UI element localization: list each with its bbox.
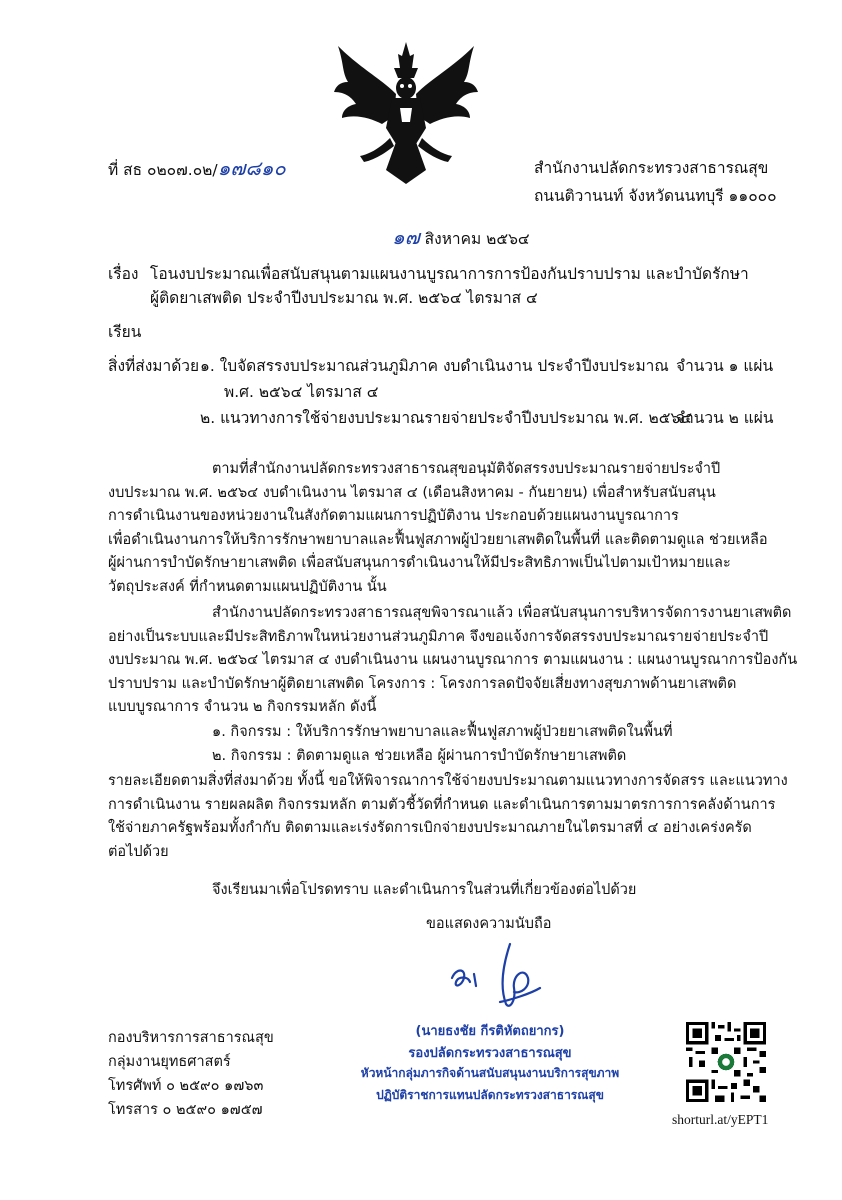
paragraph-line: แบบบูรณาการ จำนวน ๒ กิจกรรมหลัก ดังนี้ (108, 699, 377, 715)
date-month-year: สิงหาคม ๒๕๖๔ (424, 230, 530, 248)
paragraph-line: งบประมาณ พ.ศ. ๒๕๖๔ ไตรมาส ๔ งบดำเนินงาน แผนงานบูรณาการ ตามแผนงาน : แผนงานบูรณาการป้องกัน (108, 652, 798, 668)
enclosure-item-1: ๑. ใบจัดสรรงบประมาณส่วนภูมิภาค งบดำเนินงาน ประจำปีงบประมาณ (200, 357, 669, 375)
paragraph-line: งบประมาณ พ.ศ. ๒๕๖๔ งบดำเนินงาน ไตรมาส ๔ (เดือนสิงหาคม - กันยายน) เพื่อสำหรับสนับสนุน (108, 484, 716, 501)
footer-division: กองบริหารการสาธารณสุข (108, 1030, 274, 1046)
document-number-handwritten: ๑๗๘๑๐ (217, 156, 286, 180)
body-paragraph-1 (108, 458, 768, 599)
paragraph-line: อย่างเป็นระบบและมีประสิทธิภาพในหน่วยงานส่วนภูมิภาค จึงขอแจ้งการจัดสรรงบประมาณรายจ่ายประจำปี (108, 628, 769, 645)
paragraph-line: เพื่อดำเนินงานการให้บริการรักษาพยาบาลและฟื้นฟูสภาพผู้ป่วยยาเสพติดในพื้นที่ และติดตามดูแล ช่วยเหลือ (108, 531, 768, 548)
qr-code-icon (686, 1022, 766, 1102)
date-day-handwritten: ๑๗ (392, 225, 420, 249)
paragraph-line: วัตถุประสงค์ ที่กำหนดตามแผนปฏิบัติงาน นั้น (108, 578, 387, 595)
enclosures-label: สิ่งที่ส่งมาด้วย (108, 357, 200, 375)
garuda-emblem-icon (330, 38, 482, 186)
org-address: ถนนติวานนท์ จังหวัดนนทบุรี ๑๑๐๐๐ (534, 187, 777, 205)
enclosure-item-2-count: จำนวน ๒ แผ่น (676, 409, 774, 427)
subject-line-2: ผู้ติดยาเสพติด ประจำปีงบประมาณ พ.ศ. ๒๕๖๔ ไตรมาส ๔ (150, 289, 538, 307)
body-paragraph-3 (108, 770, 788, 864)
document-date (392, 227, 530, 249)
signatory-title-2: หัวหน้ากลุ่มภารกิจด้านสนับสนุนงานบริการสุขภาพ (360, 1066, 620, 1080)
document-number-label: ที่ สธ ๐๒๐๗.๐๒/ (108, 161, 218, 179)
signatory-title-3: ปฏิบัติราชการแทนปลัดกระทรวงสาธารณสุข (376, 1088, 604, 1102)
paragraph-line: รายละเอียดตามสิ่งที่ส่งมาด้วย ทั้งนี้ ขอให้พิจารณาการใช้จ่ายงบประมาณตามแนวทางการจัดสรร และแนวทาง (108, 773, 788, 789)
paragraph-line: ตามที่สำนักงานปลัดกระทรวงสาธารณสุขอนุมัติจัดสรรงบประมาณรายจ่ายประจำปี (212, 461, 721, 477)
activity-1: ๑. กิจกรรม : ให้บริการรักษาพยาบาลและฟื้นฟูสภาพผู้ป่วยยาเสพติดในพื้นที่ (212, 724, 673, 740)
paragraph-line: ผู้ผ่านการบำบัดรักษายาเสพติด เพื่อสนับสนุนการดำเนินงานให้มีประสิทธิภาพเป็นไปตามเป้าหมายและ (108, 555, 731, 571)
regards: ขอแสดงความนับถือ (426, 916, 552, 932)
footer-phone: โทรศัพท์ ๐ ๒๕๙๐ ๑๗๖๓ (108, 1078, 264, 1094)
paragraph-line: ต่อไปด้วย (108, 843, 169, 860)
footer-group: กลุ่มงานยุทธศาสตร์ (108, 1054, 231, 1070)
enclosure-item-2: ๒. แนวทางการใช้จ่ายงบประมาณรายจ่ายประจำปีงบประมาณ พ.ศ. ๒๕๖๔ (200, 409, 692, 427)
activity-2: ๒. กิจกรรม : ติดตามดูแล ช่วยเหลือ ผู้ผ่านการบำบัดรักษายาเสพติด (212, 748, 627, 764)
handwritten-signature-icon (440, 938, 560, 1018)
paragraph-line: สำนักงานปลัดกระทรวงสาธารณสุขพิจารณาแล้ว เพื่อสนับสนุนการบริหารจัดการงานยาเสพติด (212, 605, 792, 621)
org-name: สำนักงานปลัดกระทรวงสาธารณสุข (534, 159, 769, 177)
closing-sentence: จึงเรียนมาเพื่อโปรดทราบ และดำเนินการในส่วนที่เกี่ยวข้องต่อไปด้วย (212, 882, 637, 898)
paragraph-line: การดำเนินงานของหน่วยงานในสังกัดตามแผนการปฏิบัติงาน ประกอบด้วยแผนงานบูรณาการ (108, 508, 679, 524)
signatory-title-1: รองปลัดกระทรวงสาธารณสุข (408, 1046, 572, 1061)
paragraph-line: ปราบปราม และบำบัดรักษาผู้ติดยาเสพติด โครงการ : โครงการลดปัจจัยเสี่ยงทางสุขภาพด้านยาเสพติด (108, 675, 737, 692)
footer-fax: โทรสาร ๐ ๒๕๙๐ ๑๗๕๗ (108, 1102, 263, 1118)
paragraph-line: การดำเนินงาน รายผลผลิต กิจกรรมหลัก ตามตัวชี้วัดที่กำหนด และดำเนินการตามมาตรการการคลังด้านการ (108, 796, 776, 813)
subject-line-1: โอนงบประมาณเพื่อสนับสนุนตามแผนงานบูรณาการการป้องกันปราบปราม และบำบัดรักษา (150, 265, 749, 283)
short-url: shorturl.at/yEPT1 (672, 1112, 769, 1127)
signatory-name: (นายธงชัย กีรติหัตถยากร) (415, 1024, 565, 1039)
paragraph-line: ใช้จ่ายภาครัฐพร้อมทั้งกำกับ ติดตามและเร่งรัดการเบิกจ่ายงบประมาณภายในไตรมาสที่ ๔ อย่างเคร่งครัด (108, 820, 752, 836)
body-paragraph-2 (108, 602, 798, 720)
salutation: เรียน (108, 323, 142, 341)
subject-label: เรื่อง (108, 265, 139, 283)
document-number (108, 158, 286, 180)
enclosure-item-1-count: จำนวน ๑ แผ่น (676, 357, 774, 375)
enclosure-item-1-cont: พ.ศ. ๒๕๖๔ ไตรมาส ๔ (224, 383, 379, 401)
